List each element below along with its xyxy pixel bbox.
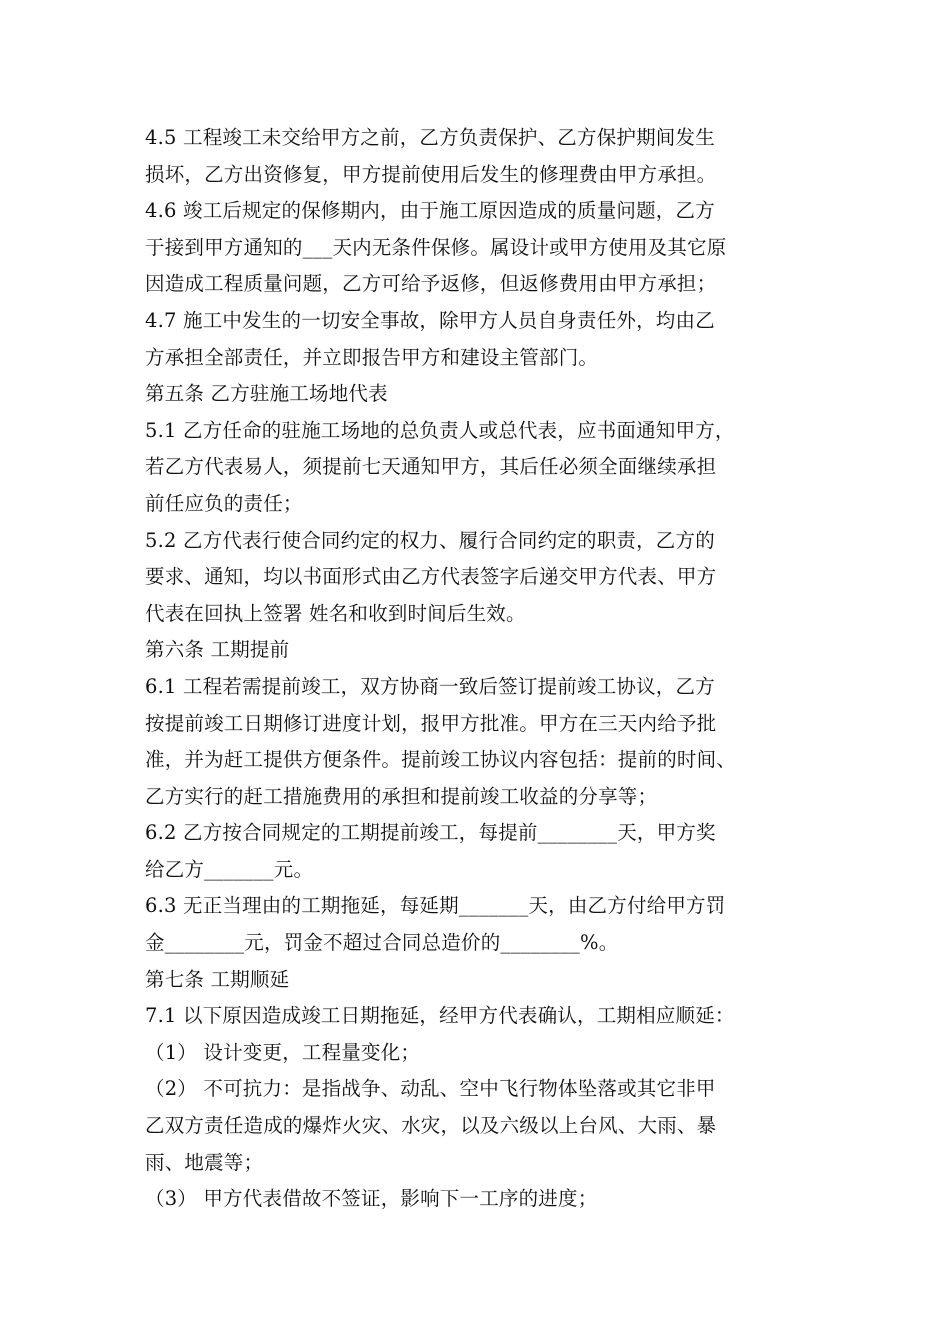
article-6-heading: 第六条 工期提前 bbox=[145, 638, 290, 662]
clause-7-1-item-1: （1） 设计变更，工程量变化； bbox=[145, 1040, 421, 1064]
clause-6-1-line-4: 乙方实行的赶工措施费用的承担和提前竣工收益的分享等； bbox=[145, 784, 658, 808]
clause-4-7-line-1: 4.7 施工中发生的一切安全事故，除甲方人员自身责任外，均由乙 bbox=[145, 308, 715, 332]
clause-7-1-item-2-line-2: 乙双方责任造成的爆炸火灾、水灾，以及六级以上台风、大雨、暴 bbox=[145, 1114, 717, 1138]
clause-6-2-line-2: 给乙方_______元。 bbox=[145, 857, 314, 881]
article-7-heading: 第七条 工期顺延 bbox=[145, 967, 290, 991]
clause-4-6-line-3: 因造成工程质量问题，乙方可给予返修，但返修费用由甲方承担； bbox=[145, 272, 717, 296]
clause-5-1-line-1: 5.1 乙方任命的驻施工场地的总负责人或总代表，应书面通知甲方， bbox=[145, 418, 735, 442]
clause-5-2-line-3: 代表在回执上签署 姓名和收到时间后生效。 bbox=[145, 601, 526, 625]
document-body bbox=[145, 120, 825, 1218]
clause-4-6-line-1: 4.6 竣工后规定的保修期内，由于施工原因造成的质量问题，乙方 bbox=[145, 199, 715, 223]
clause-7-1-line-1: 7.1 以下原因造成竣工日期拖延，经甲方代表确认，工期相应顺延： bbox=[145, 1004, 735, 1028]
clause-4-6-line-2: 于接到甲方通知的___天内无条件保修。属设计或甲方使用及其它原 bbox=[145, 235, 727, 259]
clause-6-3-line-2: 金________元，罚金不超过合同总造价的________%。 bbox=[145, 931, 619, 955]
clause-4-5-line-1: 4.5 工程竣工未交给甲方之前，乙方负责保护、乙方保护期间发生 bbox=[145, 126, 715, 149]
clause-4-5-line-2: 损坏，乙方出资修复，甲方提前使用后发生的修理费由甲方承担。 bbox=[145, 162, 717, 186]
clause-7-1-item-2-line-1: （2） 不可抗力：是指战争、动乱、空中飞行物体坠落或其它非甲 bbox=[145, 1077, 716, 1101]
article-5-heading: 第五条 乙方驻施工场地代表 bbox=[145, 382, 388, 406]
clause-4-7-line-2: 方承担全部责任，并立即报告甲方和建设主管部门。 bbox=[145, 345, 599, 369]
clause-5-2-line-1: 5.2 乙方代表行使合同约定的权力、履行合同约定的职责，乙方的 bbox=[145, 528, 715, 552]
clause-7-1-item-2-line-3: 雨、地震等； bbox=[145, 1150, 264, 1174]
clause-5-1-line-3: 前任应负的责任； bbox=[145, 491, 303, 515]
clause-5-2-line-2: 要求、通知，均以书面形式由乙方代表签字后递交甲方代表、甲方 bbox=[145, 565, 717, 589]
clause-7-1-item-3: （3） 甲方代表借故不签证，影响下一工序的进度； bbox=[145, 1187, 598, 1211]
clause-6-1-line-3: 准，并为赶工提供方便条件。提前竣工协议内容包括：提前的时间、 bbox=[145, 748, 737, 772]
clause-6-3-line-1: 6.3 无正当理由的工期拖延，每延期_______天，由乙方付给甲方罚 bbox=[145, 894, 726, 918]
clause-6-2-line-1: 6.2 乙方按合同规定的工期提前竣工，每提前________天，甲方奖 bbox=[145, 821, 716, 845]
clause-6-1-line-1: 6.1 工程若需提前竣工，双方协商一致后签订提前竣工协议，乙方 bbox=[145, 674, 715, 698]
clause-6-1-line-2: 按提前竣工日期修订进度计划，报甲方批准。甲方在三天内给予批 bbox=[145, 711, 717, 735]
clause-5-1-line-2: 若乙方代表易人，须提前七天通知甲方，其后任必须全面继续承担 bbox=[145, 455, 717, 479]
